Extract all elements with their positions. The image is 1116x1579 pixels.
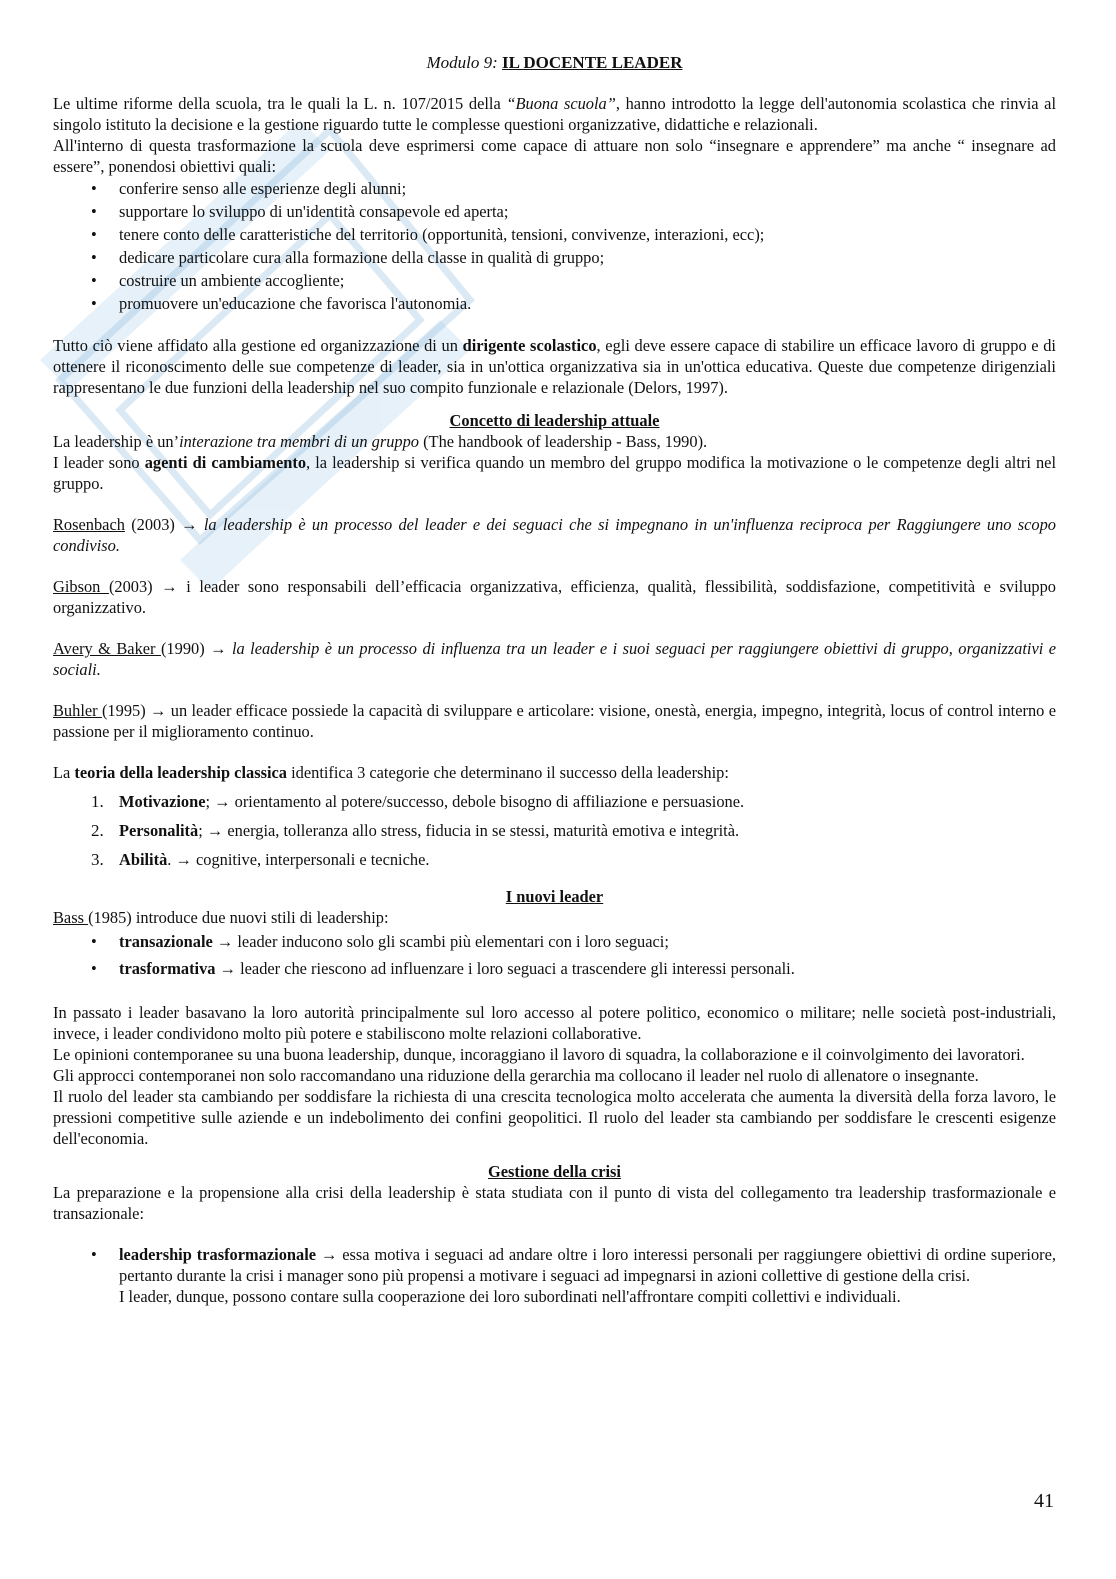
list-item: • dedicare particolare cura alla formazione della classe in qualità di gruppo; bbox=[119, 246, 1056, 269]
section-heading-crisis: Gestione della crisi bbox=[488, 1162, 621, 1181]
intro-paragraph: Le ultime riforme della scuola, tra le quali la L. n. 107/2015 della “Buona scuola”, hanno introdotto la legge dell'autonomia scolastica che rinvia al singolo istituto la decisione e la gestione riguardo tutte le complesse questioni organizzative, didattiche e relazionali. bbox=[53, 94, 1057, 134]
bass-intro: Bass (1985) introduce due nuovi stili di leadership: bbox=[53, 908, 389, 927]
list-item: • costruire un ambiente accogliente; bbox=[119, 269, 1056, 292]
author-quote-rosenbach: Rosenbach (2003) → la leadership è un processo del leader e dei seguaci che si impegnano in un'influenza reciproca per Raggiungere uno scopo condiviso. bbox=[53, 515, 1056, 555]
section-heading-new-leaders: I nuovi leader bbox=[505, 887, 604, 906]
list-item: • leadership trasformazionale → essa motiva i seguaci ad andare oltre i loro interessi personali per raggiungere obiettivi di ordine superiore, pertanto durante la crisi i manager sono più propensi a motivare i seguaci ad impegnarsi in azioni collettive di gestione della crisi. I leader, dunque, possono contare sulla cooperazione dei loro subordinati nell'affrontare compiti collettivi e individuali. bbox=[119, 1244, 1056, 1307]
styles-list bbox=[53, 928, 1056, 982]
classic-theory-paragraph: La teoria della leadership classica identifica 3 categorie che determinano il successo della leadership: bbox=[53, 763, 729, 782]
list-item: 2. Personalità; → energia, tolleranza allo stress, fiducia in se stessi, maturità emotiva e integrità. bbox=[91, 821, 740, 840]
list-item: • promuovere un'educazione che favorisca l'autonomia. bbox=[119, 292, 1056, 315]
section-heading-concept: Concetto di leadership attuale bbox=[449, 411, 660, 430]
author-quote-gibson: Gibson (2003) → i leader sono responsabili dell’efficacia organizzativa, efficienza, qualità, flessibilità, soddisfazione, competitività e sviluppo organizzativo. bbox=[53, 577, 1056, 617]
list-item: 1. Motivazione; → orientamento al potere/successo, debole bisogno di affiliazione e persuasione. bbox=[91, 792, 745, 811]
list-item: • conferire senso alle esperienze degli alunni; bbox=[119, 177, 1056, 200]
new-leaders-paragraph-2: Le opinioni contemporanee su una buona leadership, dunque, incoraggiano il lavoro di squadra, la collaborazione e il coinvolgimento dei lavoratori. bbox=[53, 1045, 1025, 1064]
categories-list bbox=[53, 787, 1056, 874]
list-item: • trasformativa → leader che riescono ad influenzare i loro seguaci a trascendere gli interessi personali. bbox=[119, 955, 1056, 982]
author-quote-buhler: Buhler (1995) → un leader efficace possiede la capacità di sviluppare e articolare: visione, onestà, energia, impegno, integrità, locus of control interno e passione per il miglioramento continuo. bbox=[53, 701, 1056, 741]
list-item: • transazionale → leader inducono solo gli scambi più elementari con i loro seguaci; bbox=[119, 928, 1056, 955]
page-title bbox=[53, 52, 1056, 73]
list-item: 3. Abilità. → cognitive, interpersonali e tecniche. bbox=[91, 850, 430, 869]
page-number: 41 bbox=[1034, 1490, 1054, 1512]
new-leaders-paragraph-3: Gli approcci contemporanei non solo raccomandano una riduzione della gerarchia ma collocano il leader nel ruolo di allenatore o insegnante. bbox=[53, 1066, 979, 1085]
new-leaders-paragraph-4: Il ruolo del leader sta cambiando per soddisfare la richiesta di una crescita tecnologica molto accelerata che aumenta la diversità della forza lavoro, le pressioni competitive sulle aziende e un indebolimento dei confini geopolitici. Il ruolo del leader sta cambiando per soddisfare le crescenti esigenze dell'economia. bbox=[53, 1087, 1056, 1148]
crisis-intro: La preparazione e la propensione alla crisi della leadership è stata studiata con il punto di vista del collegamento tra leadership trasformazionale e transazionale: bbox=[53, 1183, 1056, 1223]
list-item: • supportare lo sviluppo di un'identità consapevole ed aperta; bbox=[119, 200, 1056, 223]
page-content bbox=[53, 52, 1056, 1307]
list-item: • tenere conto delle caratteristiche del territorio (opportunità, tensioni, convivenze, interazioni, ecc); bbox=[119, 223, 1056, 246]
new-leaders-paragraph-1: In passato i leader basavano la loro autorità principalmente sul loro accesso al potere politico, economico o militare; nelle società post-industriali, invece, i leader condividono molto più potere e stabiliscono molte relazioni collaborative. bbox=[53, 1003, 1056, 1043]
definition-paragraph: La leadership è un’interazione tra membri di un gruppo (The handbook of leadership - Bass, 1990). bbox=[53, 432, 708, 451]
crisis-list bbox=[53, 1244, 1056, 1307]
module-label: Modulo 9: bbox=[426, 53, 498, 72]
author-quote-avery-baker: Avery & Baker (1990) → la leadership è un processo di influenza tra un leader e i suoi seguaci per raggiungere obiettivi di gruppo, organizzativi e sociali. bbox=[53, 639, 1057, 679]
module-title: IL DOCENTE LEADER bbox=[502, 53, 683, 72]
objectives-list bbox=[53, 177, 1056, 315]
intro-paragraph-2: All'interno di questa trasformazione la scuola deve esprimersi come capace di attuare non solo “insegnare e apprendere” ma anche “ insegnare ad essere”, ponendosi obiettivi quali: bbox=[53, 136, 1056, 176]
agents-paragraph: I leader sono agenti di cambiamento, la leadership si verifica quando un membro del gruppo modifica la motivazione o le competenze degli altri nel gruppo. bbox=[53, 453, 1056, 493]
dirigente-paragraph: Tutto ciò viene affidato alla gestione ed organizzazione di un dirigente scolastico, egli deve essere capace di stabilire un efficace lavoro di gruppo e di ottenere il riconoscimento delle sue competenze di leader, sia in un'ottica organizzativa sia in un'ottica educativa. Queste due competenze dirigenziali rappresentano le due funzioni della leadership nel suo compito funzionale e relazionale (Delors, 1997). bbox=[53, 336, 1056, 397]
